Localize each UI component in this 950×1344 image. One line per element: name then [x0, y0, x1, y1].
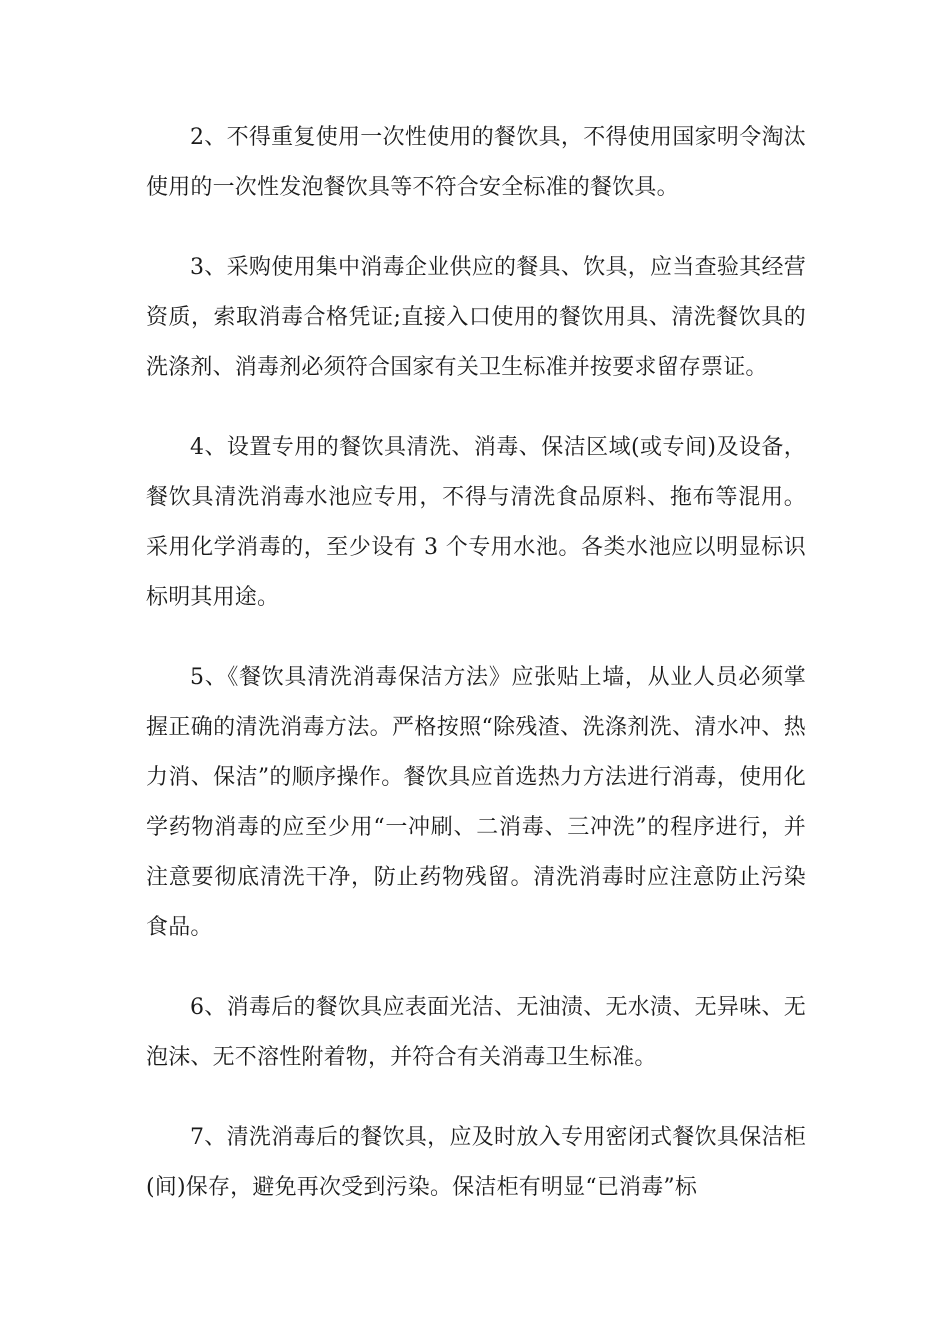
paragraph-item-2: 2、不得重复使用一次性使用的餐饮具，不得使用国家明令淘汰使用的一次性发泡餐饮具等不符合安全标准的餐饮具。 [146, 125, 806, 200]
paragraph-item-7: 7、清洗消毒后的餐饮具，应及时放入专用密闭式餐饮具保洁柜(间)保存，避免再次受到污染。保洁柜有明显“已消毒”标 [146, 1125, 806, 1200]
paragraph-item-5: 5、《餐饮具清洗消毒保洁方法》应张贴上墙，从业人员必须掌握正确的清洗消毒方法。严格按照“除残渣、洗涤剂洗、清水冲、热力消、保洁”的顺序操作。餐饮具应首选热力方法进行消毒，使用化学药物消毒的应至少用“一冲刷、二消毒、三冲洗”的程序进行，并注意要彻底清洗干净，防止药物残留。清洗消毒时应注意防止污染食品。 [146, 665, 806, 940]
document-body [146, 113, 806, 1243]
paragraph-item-6: 6、消毒后的餐饮具应表面光洁、无油渍、无水渍、无异味、无泡沫、无不溶性附着物，并符合有关消毒卫生标准。 [146, 995, 806, 1070]
paragraph-item-4: 4、设置专用的餐饮具清洗、消毒、保洁区域(或专间)及设备，餐饮具清洗消毒水池应专用，不得与清洗食品原料、拖布等混用。采用化学消毒的，至少设有 3 个专用水池。各类水池应以明显标识标明其用途。 [146, 435, 806, 610]
paragraph-item-3: 3、采购使用集中消毒企业供应的餐具、饮具，应当查验其经营资质，索取消毒合格凭证;直接入口使用的餐饮用具、清洗餐饮具的洗涤剂、消毒剂必须符合国家有关卫生标准并按要求留存票证。 [146, 255, 806, 380]
